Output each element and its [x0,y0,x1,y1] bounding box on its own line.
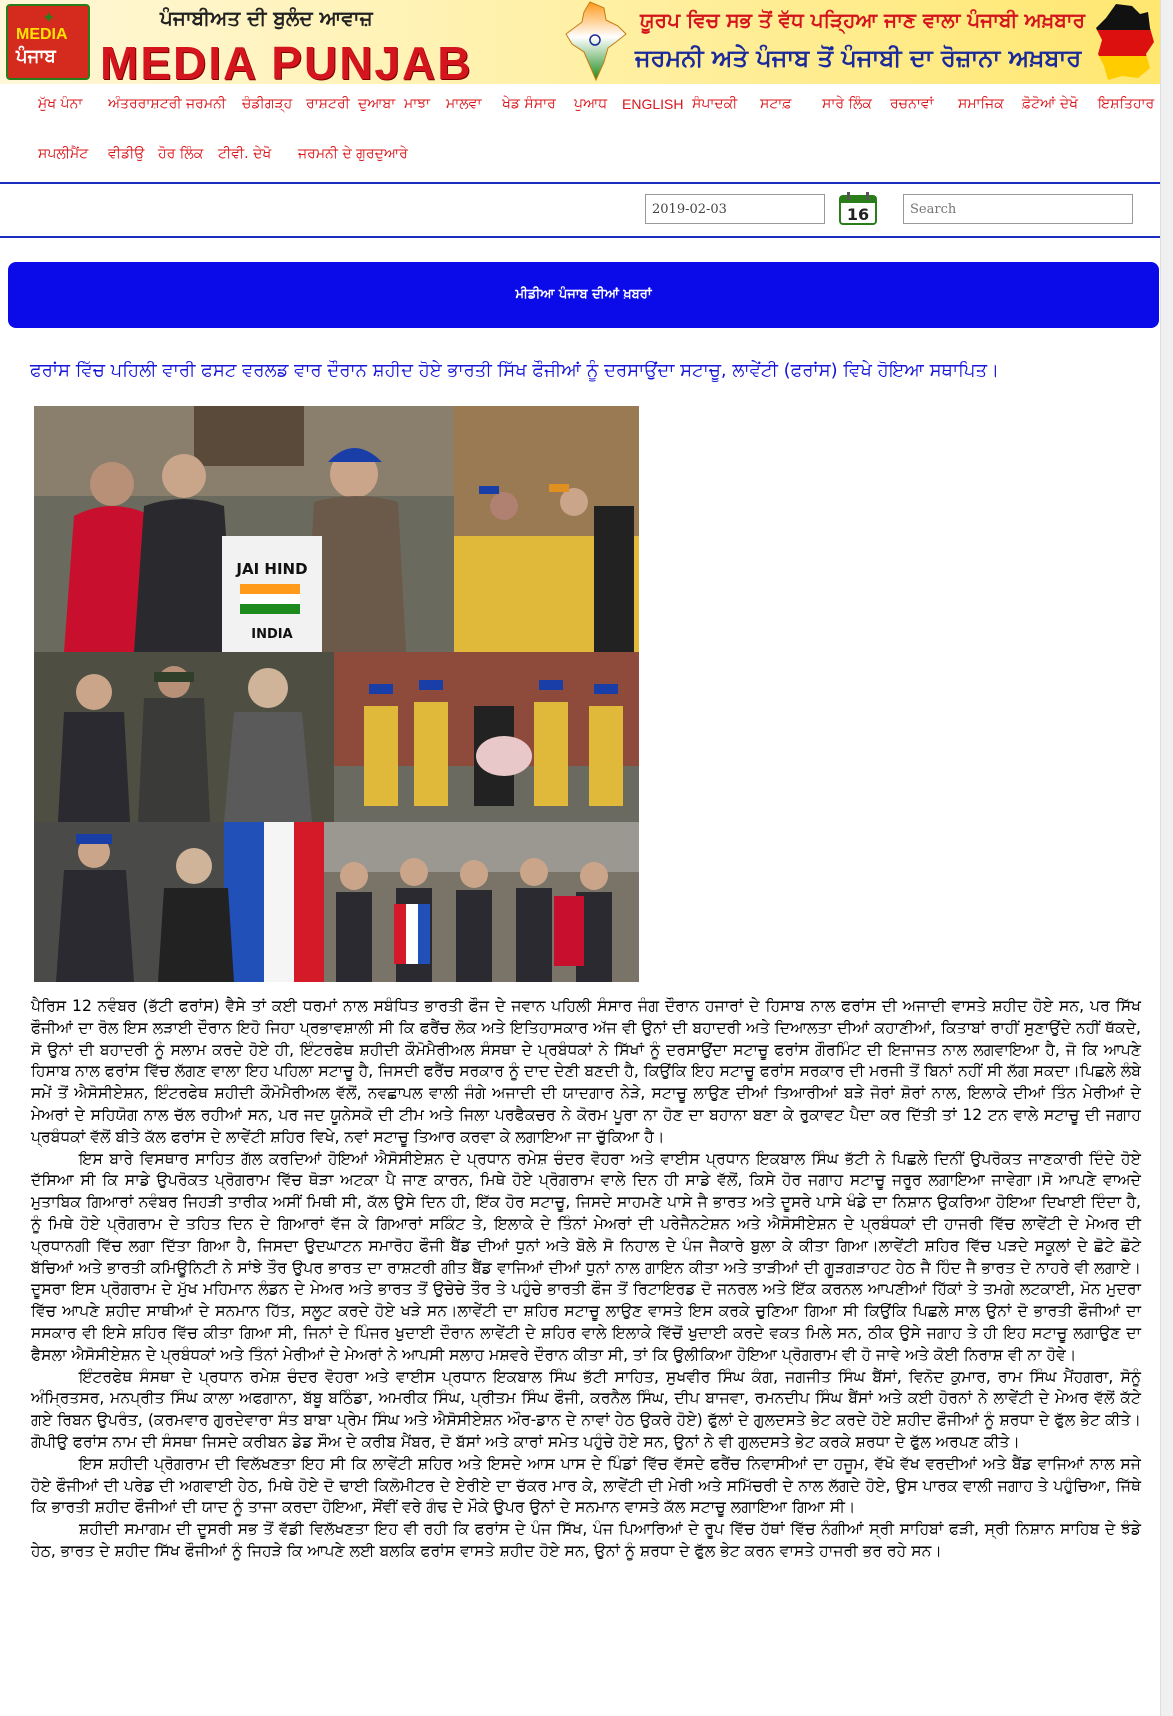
banner-tagline: ਪੰਜਾਬੀਅਤ ਦੀ ਬੁਲੰਦ ਆਵਾਜ਼ [160,6,373,30]
article-paragraph: ਇੰਟਰਫੇਥ ਸੰਸਥਾ ਦੇ ਪ੍ਰਧਾਨ ਰਮੇਸ਼ ਚੰਦਰ ਵੋਹਰਾ ਅਤੇ ਵਾਈਸ ਪ੍ਰਧਾਨ ਇਕਬਾਲ ਸਿੰਘ ਭੱਟੀ ਸਾਹਿਤ, ਸੁਖਵੀਰ ਸਿੰਘ ਕੰਗ, ਜਗਜੀਤ ਸਿੰਘ ਬੈਂਸਾਂ, ਵਿਨੋਦ ਕੁਮਾਰ, ਰਾਮ ਸਿੰਘ ਮੈਂਹਗਰਾ, ਸੋਨੂੰ ਅੰਮ੍ਰਿਤਸਰ, ਮਨਪ੍ਰੀਤ ਸਿੰਘ ਕਾਲਾ ਅਫਗਾਨਾ, ਬੱਬੂ ਬਠਿੰਡਾ, ਅਮਰੀਕ ਸਿੰਘ, ਪ੍ਰੀਤਮ ਸਿੰਘ ਫੌਜੀ, ਕਰਨੈਲ ਸਿੰਘ, ਦੀਪ ਬਾਜਵਾ, ਰਮਨਦੀਪ ਸਿੰਘ ਬੈਂਸਾਂ ਅਤੇ ਕਈ ਹੋਰਨਾਂ ਨੇ ਲਾਵੇਂਟੀ ਦੇ ਮੇਅਰ ਵੱਲੋਂ ਕੱਟੇ ਗਏ ਰਿਬਨ ਉਪਰੰਤ, (ਕਰਮਵਾਰ ਗੁਰਦੇਵਾਰਾ ਸੰਤ ਬਾਬਾ ਪ੍ਰੇਮ ਸਿੰਘ ਅਤੇ ਐਸੋਸੀਏਸ਼ਨ ਔਰ-ਡਾਨ ਦੇ ਨਾਵਾਂ ਹੇਠ ਉਕਰੇ ਹੋਏ) ਫੁੱਲਾਂ ਦੇ ਗੁਲਦਸਤੇ ਭੇਟ ਕਰਦੇ ਹੋਏ ਸ਼ਹੀਦ ਫੌਜੀਆਂ ਨੂੰ ਸ਼ਰਧਾ ਦੇ ਫੁੱਲ ਭੇਟ ਕੀਤੇ।ਗੋਪੀਉ ਫਰਾਂਸ ਨਾਮ ਦੀ ਸੰਸਥਾ ਜਿਸਦੇ ਕਰੀਬਨ ਡੇਡ ਸੌਅ ਦੇ ਕਰੀਬ ਮੈਂਬਰ, ਦੋ ਬੱਸਾਂ ਅਤੇ ਕਾਰਾਂ ਸਮੇਤ ਪਹੁੰਚੇ ਹੋਏ ਸਨ, ਉਨਾਂ ਨੇ ਵੀ ਗੁਲਦਸਤੇ ਭੇਟ ਕਰਕੇ ਸ਼ਰਧਾ ਦੇ ਫੁੱਲ ਅਰਪਣ ਕੀਤੇ। [31,1367,1141,1451]
banner-right-line1: ਯੂਰਪ ਵਿਚ ਸਭ ਤੋਂ ਵੱਧ ਪੜ੍ਹਿਆ ਜਾਣ ਵਾਲਾ ਪੰਜਾਬੀ ਅਖ਼ਬਾਰ [640,8,1086,32]
article-body [31,996,1141,1563]
nav-doaba[interactable]: ਦੁਆਬਾ [358,96,396,112]
nav-more-links[interactable]: ਹੋਰ ਲਿੰਕ [158,146,204,162]
nav-writings[interactable]: ਰਚਨਾਵਾਂ [890,96,934,112]
nav-germany-gurdwaras[interactable]: ਜਰਮਨੀ ਦੇ ਗੁਰਦੁਆਰੇ [298,146,408,162]
nav-editorial[interactable]: ਸੰਪਾਦਕੀ [692,96,738,112]
site-banner [0,0,1160,84]
vertical-scrollbar[interactable] [1160,0,1173,1716]
photo-sign-jai-hind: JAI HIND [236,560,308,578]
calendar-day: 16 [846,205,870,224]
nav-sports[interactable]: ਖੇਡ ਸੰਸਾਰ [502,96,556,112]
nav-malwa[interactable]: ਮਾਲਵਾ [446,96,482,112]
banner-title: MEDIA PUNJAB [100,37,473,84]
nav-all-links[interactable]: ਸਾਰੇ ਲਿੰਕ [822,96,872,112]
nav-supplement[interactable]: ਸਪਲੀਮੈਂਟ [38,146,89,162]
nav-national[interactable]: ਰਾਸ਼ਟਰੀ [306,96,350,112]
nav-majha[interactable]: ਮਾਝਾ [404,96,431,112]
nav-photos[interactable]: ਫ਼ੋਟੋਆਂ ਦੇਖੋ [1022,96,1079,112]
nav-english[interactable]: ENGLISH [622,96,684,112]
banner-right-line2: ਜਰਮਨੀ ਅਤੇ ਪੰਜਾਬ ਤੋਂ ਪੰਜਾਬੀ ਦਾ ਰੋਜ਼ਾਨਾ ਅਖ਼ਬਾਰ [635,44,1082,72]
nav-chandigarh[interactable]: ਚੰਡੀਗੜ੍ਹ [242,96,293,112]
calendar-icon[interactable] [838,191,878,226]
logo-emblem-icon: ✦ [42,8,56,27]
search-input[interactable] [903,194,1133,224]
nav-staff[interactable]: ਸਟਾਫ਼ [760,96,792,112]
article-paragraph: ਪੈਰਿਸ 12 ਨਵੰਬਰ (ਭੱਟੀ ਫਰਾਂਸ) ਵੈਸੇ ਤਾਂ ਕਈ ਧਰਮਾਂ ਨਾਲ ਸਬੰਧਿਤ ਭਾਰਤੀ ਫੌਜ ਦੇ ਜਵਾਨ ਪਹਿਲੀ ਸੰਸਾਰ ਜੰਗ ਦੌਰਾਨ ਹਜਾਰਾਂ ਦੇ ਹਿਸਾਬ ਨਾਲ ਫਰਾਂਸ ਦੀ ਅਜਾਦੀ ਵਾਸਤੇ ਸ਼ਹੀਦ ਹੋਏ ਸਨ, ਪਰ ਸਿੱਖ ਫੌਜੀਆਂ ਦਾ ਰੋਲ ਇਸ ਲੜਾਈ ਦੌਰਾਨ ਇਹੋ ਜਿਹਾ ਪ੍ਰਭਾਵਸ਼ਾਲੀ ਸੀ ਕਿ ਫਰੈਂਚ ਲੋਕ ਅਤੇ ਇਤਿਹਾਸਕਾਰ ਅੱਜ ਵੀ ਉਨਾਂ ਦੀ ਬਹਾਦਰੀ ਅਤੇ ਦਿਆਲਤਾ ਦੀਆਂ ਕਹਾਣੀਆਂ, ਕਿਤਾਬਾਂ ਰਾਹੀਂ ਸੁਣਾਉਂਦੇ ਨਹੀਂ ਥੱਕਦੇ, ਸੋ ਉਨਾਂ ਦੀ ਬਹਾਦਰੀ ਨੂੰ ਸਲਾਮ ਕਰਦੇ ਹੋਏ ਹੀ, ਇੰਟਰਫੇਥ ਸ਼ਹੀਦੀ ਕੌਮੋਮੈਰੀਅਲ ਸੰਸਥਾ ਦੇ ਪ੍ਰਬੰਧਕਾਂ ਨੇ ਸਿੱਖਾਂ ਨੂੰ ਦਰਸਾਉਂਦਾ ਸਟਾਚੂ ਫਰਾਂਸ ਗੌਰਮਿੰਟ ਦੀ ਇਜਾਜਤ ਨਾਲ ਲਗਵਾਇਆ ਹੈ, ਜੋ ਕਿ ਆਪਣੇ ਹਿਸਾਬ ਨਾਲ ਫਰਾਂਸ ਵਿੱਚ ਲੱਗਣ ਵਾਲਾ ਇਹ ਪਹਿਲਾ ਸਟਾਚੂ ਹੈ, ਜਿਸਦੀ ਫਰੈਂਚ ਸਰਕਾਰ ਨੂੰ ਦਾਦ ਦੇਣੀ ਬਣਦੀ ਹੈ, ਕਿਉਂਕਿ ਇਹ ਸਟਾਚੂ ਫਰਾਂਸ ਸਰਕਾਰ ਦੀ ਮਰਜੀ ਤੋਂ ਬਿਨਾਂ ਨਹੀਂ ਸੀ ਲੱਗ ਸਕਦਾ।ਪਿਛਲੇ ਲੰਬੇ ਸਮੇਂ ਤੋਂ ਐਸੋਸੀਏਸ਼ਨ, ਇੰਟਰਫੇਥ ਸ਼ਹੀਦੀ ਕੌਮੋਮੈਰੀਅਲ ਵੱਲੋਂ, ਨਵਛਾਪਲ ਵਾਲੀ ਜੰਗੇ ਅਜਾਦੀ ਦੀ ਯਾਦਗਾਰ ਨੇੜੇ, ਸਟਾਚੂ ਲਾਉਣ ਦੀਆਂ ਤਿਆਰੀਆਂ ਬੜੇ ਜੋਰਾਂ ਸ਼ੋਰਾਂ ਨਾਲ, ਇਲਾਕੇ ਦੀਆਂ ਤਿੰਨ ਮੇਰੀਆਂ ਦੇ ਮੇਅਰਾਂ ਦੇ ਸਹਿਯੋਗ ਨਾਲ ਚੱਲ ਰਹੀਆਂ ਸਨ, ਪਰ ਜਦ ਯੂਨੇਸਕੋ ਦੀ ਟੀਮ ਅਤੇ ਜਿਲਾ ਪਰਫੈਕਚਰ ਨੇ ਕੋਰਮ ਪੂਰਾ ਨਾ ਹੋਣ ਦਾ ਬਹਾਨਾ ਬਣਾ ਕੇ ਰੁਕਾਵਟ ਪੈਦਾ ਕਰ ਦਿੱਤੀ ਤਾਂ 12 ਟਨ ਵਾਲੇ ਸਟਾਚੂ ਦੀ ਜਗਾਹ ਪ੍ਰਬੰਧਕਾਂ ਵੱਲੋਂ ਬੀਤੇ ਕੱਲ ਫਰਾਂਸ ਦੇ ਲਾਵੇਂਟੀ ਸ਼ਹਿਰ ਵਿਖੇ, ਨਵਾਂ ਸਟਾਚੂ ਤਿਆਰ ਕਰਵਾ ਕੇ ਲਗਾਇਆ ਜਾ ਚੁੱਕਿਆ ਹੈ। [31,997,1141,1146]
nav-watch-tv[interactable]: ਟੀਵੀ. ਦੇਖੋ [218,146,272,162]
nav-video[interactable]: ਵੀਡੀਉ [108,146,145,162]
date-input[interactable] [645,194,825,224]
nav-divider-bottom [0,236,1160,238]
article-photo-collage[interactable] [34,406,639,982]
logo-media-text: MEDIA [16,26,68,43]
site-logo[interactable] [6,4,90,80]
article-headline[interactable]: ਫਰਾਂਸ ਵਿੱਚ ਪਹਿਲੀ ਵਾਰੀ ਫਸਟ ਵਰਲਡ ਵਾਰ ਦੌਰਾਨ ਸ਼ਹੀਦ ਹੋਏ ਭਾਰਤੀ ਸਿੱਖ ਫੌਜੀਆਂ ਨੂੰ ਦਰਸਾਉਂਦਾ ਸਟਾਚੂ, ਲਾਵੇਂਟੀ (ਫਰਾਂਸ) ਵਿਖੇ ਹੋਇਆ ਸਥਾਪਿਤ। [30,360,1000,381]
nav-home[interactable]: ਮੁੱਖ ਪੰਨਾ [38,96,83,112]
india-map-icon [560,0,630,84]
news-section-bar[interactable]: ਮੀਡੀਆ ਪੰਜਾਬ ਦੀਆਂ ਖ਼ਬਰਾਂ [8,262,1159,328]
photo-sign-india: INDIA [251,627,293,642]
article-paragraph: ਸ਼ਹੀਦੀ ਸਮਾਗਮ ਦੀ ਦੂਸਰੀ ਸਭ ਤੋਂ ਵੱਡੀ ਵਿਲੱਖਣਤਾ ਇਹ ਵੀ ਰਹੀ ਕਿ ਫਰਾਂਸ ਦੇ ਪੰਜ ਸਿੱਖ, ਪੰਜ ਪਿਆਰਿਆਂ ਦੇ ਰੂਪ ਵਿੱਚ ਹੱਥਾਂ ਵਿੱਚ ਨੰਗੀਆਂ ਸ੍ਰੀ ਸਾਹਿਬਾਂ ਫੜੀ, ਸ੍ਰੀ ਨਿਸ਼ਾਨ ਸਾਹਿਬ ਦੇ ਝੰਡੇ ਹੇਠ, ਭਾਰਤ ਦੇ ਸ਼ਹੀਦ ਸਿੱਖ ਫੌਜੀਆਂ ਨੂੰ ਜਿਹੜੇ ਕਿ ਆਪਣੇ ਲਈ ਬਲਕਿ ਫਰਾਂਸ ਵਾਸਤੇ ਸ਼ਹੀਦ ਹੋਏ ਸਨ, ਉਨਾਂ ਨੂੰ ਸ਼ਰਧਾ ਦੇ ਫੁੱਲ ਭੇਟ ਕਰਨ ਵਾਸਤੇ ਹਾਜਰੀ ਭਰ ਰਹੇ ਸਨ। [31,1520,1141,1560]
nav-advertisements[interactable]: ਇਸ਼ਤਿਹਾਰ [1098,96,1155,112]
article-paragraph: ਇਸ ਬਾਰੇ ਵਿਸਥਾਰ ਸਾਹਿਤ ਗੱਲ ਕਰਦਿਆਂ ਹੋਇਆਂ ਐਸੋਸੀਏਸ਼ਨ ਦੇ ਪ੍ਰਧਾਨ ਰਮੇਸ਼ ਚੰਦਰ ਵੋਹਰਾ ਅਤੇ ਵਾਈਸ ਪ੍ਰਧਾਨ ਇਕਬਾਲ ਸਿੰਘ ਭੱਟੀ ਨੇ ਪਿਛਲੇ ਦਿਨੀਂ ਉਪਰੋਕਤ ਜਾਣਕਾਰੀ ਦਿੰਦੇ ਹੋਏ ਦੱਸਿਆ ਸੀ ਕਿ ਸਾਡੇ ਉਪਰੋਕਤ ਪ੍ਰੋਗਰਾਮ ਵਿੱਚ ਥੋੜਾ ਅਟਕਾ ਪੈ ਜਾਣ ਕਾਰਨ, ਮਿਥੇ ਹੋਏ ਪ੍ਰੋਗਰਾਮ ਵਾਲੇ ਦਿਨ ਹੀ ਸਾਡੇ ਵੱਲੋਂ, ਕਿਸੇ ਹੋਰ ਜਗਾਹ ਸਟਾਚੂ ਜਰੂਰ ਲਗਾਇਆ ਜਾਵੇਗਾ।ਸੋ ਆਪਣੇ ਵਾਅਦੇ ਮੁਤਾਬਿਕ ਗਿਆਰਾਂ ਨਵੰਬਰ ਜਿਹੜੀ ਤਾਰੀਕ ਅਸੀਂ ਮਿਥੀ ਸੀ, ਕੱਲ ਉਸੇ ਦਿਨ ਹੀ, ਇੱਕ ਹੋਰ ਸਟਾਚੂ, ਜਿਸਦੇ ਸਾਹਮਣੇ ਪਾਸੇ ਜੈ ਭਾਰਤ ਅਤੇ ਦੂਸਰੇ ਪਾਸੇ ਖੰਡੇ ਦਾ ਨਿਸ਼ਾਨ ਉਕਰਿਆ ਹੋਇਆ ਦਿਖਾਈ ਦਿੰਦਾ ਹੈ, ਨੂੰ ਮਿਥੇ ਹੋਏ ਪ੍ਰੋਗਰਾਮ ਦੇ ਤਹਿਤ ਦਿਨ ਦੇ ਗਿਆਰਾਂ ਵੱਜ ਕੇ ਗਿਆਰਾਂ ਸਕਿੰਟ ਤੇ, ਇਲਾਕੇ ਦੇ ਤਿੰਨਾਂ ਮੇਅਰਾਂ ਦੀ ਪਰੇਜੈਨਟੇਸ਼ਨ ਅਤੇ ਐਸੋਸੀਏਸ਼ਨ ਦੇ ਪ੍ਰਬੰਧਕਾਂ ਦੀ ਹਾਜਰੀ ਵਿੱਚ ਲਾਵੇਂਟੀ ਦੇ ਮੇਅਰ ਦੀ ਪ੍ਰਧਾਨਗੀ ਵਿੱਚ ਲਗਾ ਦਿੱਤਾ ਗਿਆ ਹੈ, ਜਿਸਦਾ ਉਦਘਾਟਨ ਸਮਾਰੋਹ ਫੌਜੀ ਬੈਂਡ ਦੀਆਂ ਧੁਨਾਂ ਅਤੇ ਬੋਲੇ ਸੋ ਨਿਹਾਲ ਦੇ ਪੰਜ ਜੈਕਾਰੇ ਬੁਲਾ ਕੇ ਕੀਤਾ ਗਿਆ।ਲਾਵੇਂਟੀ ਸ਼ਹਿਰ ਵਿੱਚ ਪੜਦੇ ਸਕੂਲਾਂ ਦੇ ਛੋਟੇ ਛੋਟੇ ਬੱਚਿਆਂ ਅਤੇ ਭਾਰਤੀ ਕਮਿਊਨਿਟੀ ਨੇ ਸਾਂਝੇ ਤੌਰ ਉਪਰ ਭਾਰਤ ਦਾ ਰਾਸ਼ਟਰੀ ਗੀਤ ਬੈਂਡ ਵਾਜਿਆਂ ਦੀਆਂ ਧੁਨਾਂ ਨਾਲ ਗਾਇਨ ਕੀਤਾ ਅਤੇ ਤਾੜੀਆਂ ਦੀ ਗੂੜਗੜਾਹਟ ਹੇਠ ਜੈ ਹਿੰਦ ਜੈ ਭਾਰਤ ਦੇ ਨਾਹਰੇ ਵੀ ਲਗਾਏ।ਦੂਸਰਾ ਇਸ ਪ੍ਰੋਗਰਾਮ ਦੇ ਮੁੱਖ ਮਹਿਮਾਨ ਲੰਡਨ ਦੇ ਮੇਅਰ ਅਤੇ ਭਾਰਤ ਤੋਂ ਉਚੇਚੇ ਤੌਰ ਤੇ ਪਹੁੰਚੇ ਭਾਰਤੀ ਫੌਜ ਤੋਂ ਰਿਟਾਇਰਡ ਦੋ ਜਨਰਲ ਅਤੇ ਇੱਕ ਕਰਨਲ ਆਪਣੀਆਂ ਹਿੱਕਾਂ ਤੇ ਤਮਗੇ ਲਟਕਾਈ, ਮੋਨ ਮੁਦਰਾ ਵਿੱਚ ਆਪਣੇ ਸ਼ਹੀਦ ਸਾਥੀਆਂ ਦੇ ਸਨਮਾਨ ਹਿੱਤ, ਸਲੂਟ ਕਰਦੇ ਹੋਏ ਖੜੇ ਸਨ।ਲਾਵੇਂਟੀ ਦਾ ਸ਼ਹਿਰ ਸਟਾਚੂ ਲਾਉਣ ਵਾਸਤੇ ਇਸ ਕਰਕੇ ਚੁਣਿਆ ਗਿਆ ਸੀ ਕਿਉਂਕਿ ਪਿਛਲੇ ਸਾਲ ਉਨਾਂ ਦੋ ਭਾਰਤੀ ਫੌਜੀਆਂ ਦਾ ਸਸਕਾਰ ਵੀ ਇਸੇ ਸ਼ਹਿਰ ਵਿੱਚ ਕੀਤਾ ਗਿਆ ਸੀ, ਜਿਨਾਂ ਦੇ ਪਿੰਜਰ ਖੁਦਾਈ ਦੌਰਾਨ ਲਾਵੇਂਟੀ ਦੇ ਸ਼ਹਿਰ ਵਾਲੇ ਇਲਾਕੇ ਵਿੱਚੋਂ ਖੁਦਾਈ ਕਰਦੇ ਵਕਤ ਮਿਲੇ ਸਨ, ਠੀਕ ਉਸੇ ਜਗਾਹ ਤੇ ਹੀ ਇਹ ਸਟਾਚੂ ਲਗਾਉਣ ਦਾ ਫੈਸਲਾ ਐਸੋਸੀਏਸ਼ਨ ਦੇ ਪ੍ਰਬੰਧਕਾਂ ਅਤੇ ਤਿੰਨਾਂ ਮੇਰੀਆਂ ਦੇ ਮੇਅਰਾਂ ਨੇ ਆਪਸੀ ਸਲਾਹ ਮਸ਼ਵਰੇ ਦੌਰਾਨ ਕੀਤਾ ਸੀ, ਤਾਂ ਕਿ ਉਲੀਕਿਆ ਹੋਇਆ ਪ੍ਰੋਗਰਾਮ ਵੀ ਹੋ ਜਾਵੇ ਅਤੇ ਕੋਈ ਨਿਰਾਸ਼ ਵੀ ਨਾ ਹੋਵੇ। [31,1149,1141,1364]
logo-punjab-text: ਪੰਜਾਬ [16,46,56,67]
nav-social[interactable]: ਸਮਾਜਿਕ [958,96,1004,112]
nav-divider-top [0,182,1160,184]
nav-international-germany[interactable]: ਅੰਤਰਰਾਸ਼ਟਰੀ ਜਰਮਨੀ [108,96,227,112]
article-paragraph: ਇਸ ਸ਼ਹੀਦੀ ਪ੍ਰੋਗਰਾਮ ਦੀ ਵਿਲੱਖਣਤਾ ਇਹ ਸੀ ਕਿ ਲਾਵੇਂਟੀ ਸ਼ਹਿਰ ਅਤੇ ਇਸਦੇ ਆਸ ਪਾਸ ਦੇ ਪਿੰਡਾਂ ਵਿੱਚ ਵੱਸਦੇ ਫਰੈਂਚ ਨਿਵਾਸੀਆਂ ਦਾ ਹਜੂਮ, ਵੱਖੋ ਵੱਖ ਵਰਦੀਆਂ ਅਤੇ ਬੈਂਡ ਵਾਜਿਆਂ ਨਾਲ ਸਜੇ ਹੋਏ ਫੌਜੀਆਂ ਦੀ ਪਰੇਡ ਦੀ ਅਗਵਾਈ ਹੇਠ, ਮਿਥੇ ਹੋਏ ਦੋ ਢਾਈ ਕਿਲੋਮੀਟਰ ਦੇ ਏਰੀਏ ਦਾ ਚੱਕਰ ਮਾਰ ਕੇ, ਲਾਵੇਂਟੀ ਦੀ ਮੇਰੀ ਅਤੇ ਸਮਿੱਚਰੀ ਦੇ ਨਾਲ ਲੱਗਦੇ ਹੋਏ, ਉਸ ਪਾਰਕ ਵਾਲੀ ਜਗਾਹ ਤੇ ਪਹੁੰਚਿਆ, ਜਿੱਥੇ ਕਿ ਭਾਰਤੀ ਸ਼ਹੀਦ ਫੌਜੀਆਂ ਦੀ ਯਾਦ ਨੂੰ ਤਾਜਾ ਕਰਦਾ ਹੋਇਆ, ਸੌਂਵੀਂ ਵਰੇ ਗੰਢ ਦੇ ਮੌਕੇ ਉਪਰ ਉਨਾਂ ਦੇ ਸਨਮਾਨ ਵਾਸਤੇ ਕੱਲ ਸਟਾਚੂ ਲਗਾਇਆ ਗਿਆ ਸੀ। [31,1454,1141,1517]
nav-puadh[interactable]: ਪੁਆਧ [574,96,608,112]
germany-map-icon [1092,2,1158,82]
